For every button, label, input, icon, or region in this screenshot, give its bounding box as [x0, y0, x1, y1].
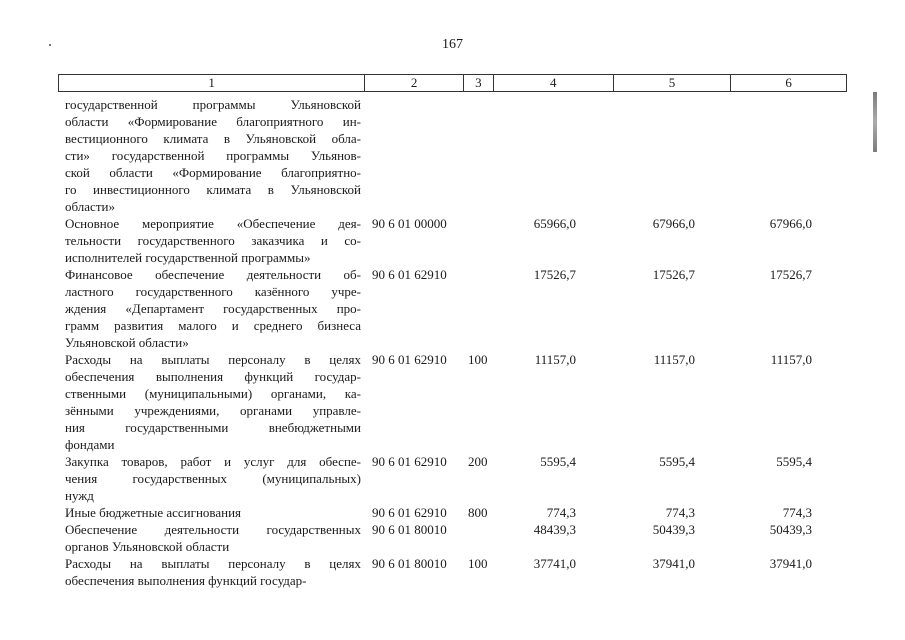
table-row	[0, 555, 905, 589]
header-col-6: 6	[730, 75, 846, 91]
row-description	[65, 351, 361, 453]
row-expense-type: 200	[468, 454, 488, 469]
row-value-col6: 37941,0	[769, 556, 812, 571]
description-line: ластного государственного казённого учре-	[65, 284, 361, 299]
row-value-col5: 5595,4	[659, 454, 695, 469]
table-row	[0, 215, 905, 266]
description-line: области»	[65, 199, 115, 214]
header-col-5: 5	[613, 75, 731, 91]
row-code: 90 6 01 80010	[372, 522, 447, 537]
description-line: вестиционного климата в Ульяновской обла-	[65, 131, 361, 146]
row-value-col4: 65966,0	[533, 216, 576, 231]
row-description	[65, 521, 361, 555]
row-expense-type: 100	[468, 352, 488, 367]
description-line: ждения «Департамент государственных про-	[65, 301, 361, 316]
description-line: Иные бюджетные ассигнования	[65, 505, 242, 520]
description-line: государственной программы Ульяновской	[65, 97, 361, 112]
description-line: сти» государственной программы Ульянов-	[65, 148, 361, 163]
description-line: Закупка товаров, работ и услуг для обеспе-	[65, 454, 361, 469]
header-col-2: 2	[364, 75, 463, 91]
row-value-col6: 5595,4	[776, 454, 812, 469]
description-line: чения государственных (муниципальных)	[65, 471, 361, 486]
row-value-col6: 774,3	[782, 505, 812, 520]
row-description	[65, 504, 361, 521]
description-line: Ульяновской области»	[65, 335, 189, 350]
table-row	[0, 453, 905, 504]
row-description	[65, 555, 361, 589]
description-line: Расходы на выплаты персоналу в целях	[65, 352, 361, 367]
row-expense-type: 100	[468, 556, 488, 571]
row-value-col5: 17526,7	[652, 267, 695, 282]
row-value-col5: 774,3	[665, 505, 695, 520]
row-description	[65, 266, 361, 351]
table-body	[0, 96, 905, 589]
row-value-col6: 50439,3	[769, 522, 812, 537]
row-code: 90 6 01 00000	[372, 216, 447, 231]
row-value-col6: 17526,7	[769, 267, 812, 282]
page-number: 167	[442, 37, 463, 52]
row-value-col4: 17526,7	[533, 267, 576, 282]
row-expense-type: 800	[468, 505, 488, 520]
description-line: исполнителей государственной программы»	[65, 250, 311, 265]
table-row	[0, 521, 905, 555]
row-value-col4: 37741,0	[533, 556, 576, 571]
description-line: нужд	[65, 488, 94, 503]
description-line: ственными (муниципальными) органами, ка-	[65, 386, 361, 401]
row-value-col5: 67966,0	[652, 216, 695, 231]
row-value-col4: 774,3	[546, 505, 576, 520]
header-col-1: 1	[208, 75, 215, 90]
description-line: грамм развития малого и среднего бизнеса	[65, 318, 361, 333]
description-line: зёнными учреждениями, органами управле-	[65, 403, 361, 418]
table-row	[0, 504, 905, 521]
description-line: ния государственными внебюджетными	[65, 420, 361, 435]
row-code: 90 6 01 62910	[372, 352, 447, 367]
row-value-col5: 37941,0	[652, 556, 695, 571]
description-line: обеспечения выполнения функций государ-	[65, 369, 361, 384]
row-code: 90 6 01 62910	[372, 505, 447, 520]
description-line: области «Формирование благоприятного ин-	[65, 114, 361, 129]
row-value-col4: 48439,3	[533, 522, 576, 537]
description-line: тельности государственного заказчика и со-	[65, 233, 361, 248]
row-value-col6: 67966,0	[769, 216, 812, 231]
row-value-col4: 11157,0	[534, 352, 576, 367]
header-col-4: 4	[493, 75, 613, 91]
row-code: 90 6 01 62910	[372, 454, 447, 469]
description-line: Основное мероприятие «Обеспечение дея-	[65, 216, 361, 231]
description-line: Расходы на выплаты персоналу в целях	[65, 556, 361, 571]
header-col-3: 3	[463, 75, 493, 91]
table-row	[0, 351, 905, 453]
row-value-col5: 50439,3	[652, 522, 695, 537]
row-description	[65, 453, 361, 504]
description-line: органов Ульяновской области	[65, 539, 230, 554]
description-line: фондами	[65, 437, 115, 452]
row-code: 90 6 01 62910	[372, 267, 447, 282]
table-header	[58, 74, 847, 92]
table-row	[0, 266, 905, 351]
row-value-col4: 5595,4	[540, 454, 576, 469]
row-code: 90 6 01 80010	[372, 556, 447, 571]
description-line: обеспечения выполнения функций государ-	[65, 573, 307, 588]
row-value-col5: 11157,0	[653, 352, 695, 367]
description-line: Финансовое обеспечение деятельности об-	[65, 267, 361, 282]
row-description	[65, 96, 361, 215]
description-line: Обеспечение деятельности государственных	[65, 522, 361, 537]
description-line: ской области «Формирование благоприятно-	[65, 165, 361, 180]
row-description	[65, 215, 361, 266]
row-value-col6: 11157,0	[770, 352, 812, 367]
table-row	[0, 96, 905, 215]
description-line: го инвестиционного климата в Ульяновской	[65, 182, 361, 197]
